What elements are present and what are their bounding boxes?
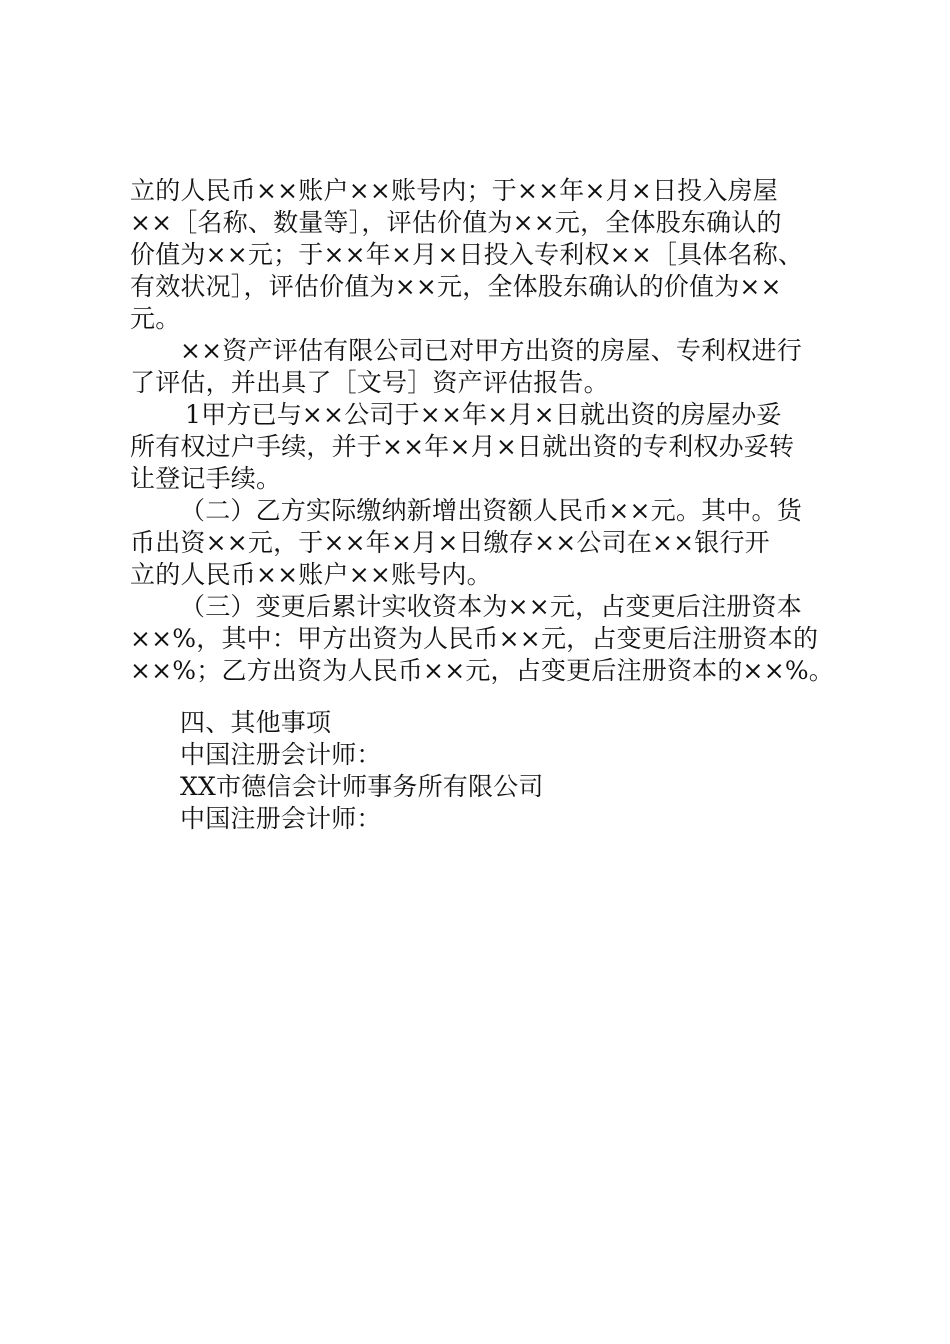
text-line: 币出资××元，于××年×月×日缴存××公司在××银行开 <box>130 528 770 557</box>
text-line: ××%，其中：甲方出资为人民币××元，占变更后注册资本的 <box>130 624 819 653</box>
section-heading: 四、其他事项 <box>180 708 332 737</box>
paragraph-asset-appraisal <box>130 335 850 399</box>
text-line: （二）乙方实际缴纳新增出资额人民币××元。其中。货 <box>180 496 802 525</box>
text-line: 有效状况］，评估价值为××元，全体股东确认的价值为×× <box>130 272 782 301</box>
cpa-signature-label: 中国注册会计师： <box>180 804 382 833</box>
text-line: 1甲方已与××公司于××年×月×日就出资的房屋办妥 <box>185 400 782 429</box>
document-body <box>130 175 850 835</box>
text-line: 让登记手续。 <box>130 464 282 493</box>
text-line: 所有权过户手续，并于××年×月×日就出资的专利权办妥转 <box>130 432 795 461</box>
cpa-signature-label: 中国注册会计师： <box>180 740 382 769</box>
text-line: 立的人民币××账户××账号内。 <box>130 560 492 589</box>
paragraph-capital-contribution <box>130 175 850 335</box>
section-other-matters <box>130 707 850 835</box>
text-line: 了评估，并出具了［文号］资产评估报告。 <box>130 368 609 397</box>
text-line: ××资产评估有限公司已对甲方出资的房屋、专利权进行 <box>180 336 802 365</box>
paragraph-ownership-transfer <box>130 399 850 495</box>
paragraph-spacer <box>130 687 850 707</box>
paragraph-party-b-contribution <box>130 495 850 591</box>
text-line: ××%；乙方出资为人民币××元，占变更后注册资本的××%。 <box>130 656 834 685</box>
text-line: 立的人民币××账户××账号内；于××年×月×日投入房屋 <box>130 176 778 205</box>
text-line: 元。 <box>130 304 181 333</box>
text-line: ××［名称、数量等］，评估价值为××元，全体股东确认的 <box>130 208 782 237</box>
firm-name: XX市德信会计师事务所有限公司 <box>180 772 544 801</box>
text-line: （三）变更后累计实收资本为××元，占变更后注册资本 <box>180 592 802 621</box>
text-line: 价值为××元；于××年×月×日投入专利权××［具体名称、 <box>130 240 804 269</box>
paragraph-cumulative-capital <box>130 591 850 687</box>
